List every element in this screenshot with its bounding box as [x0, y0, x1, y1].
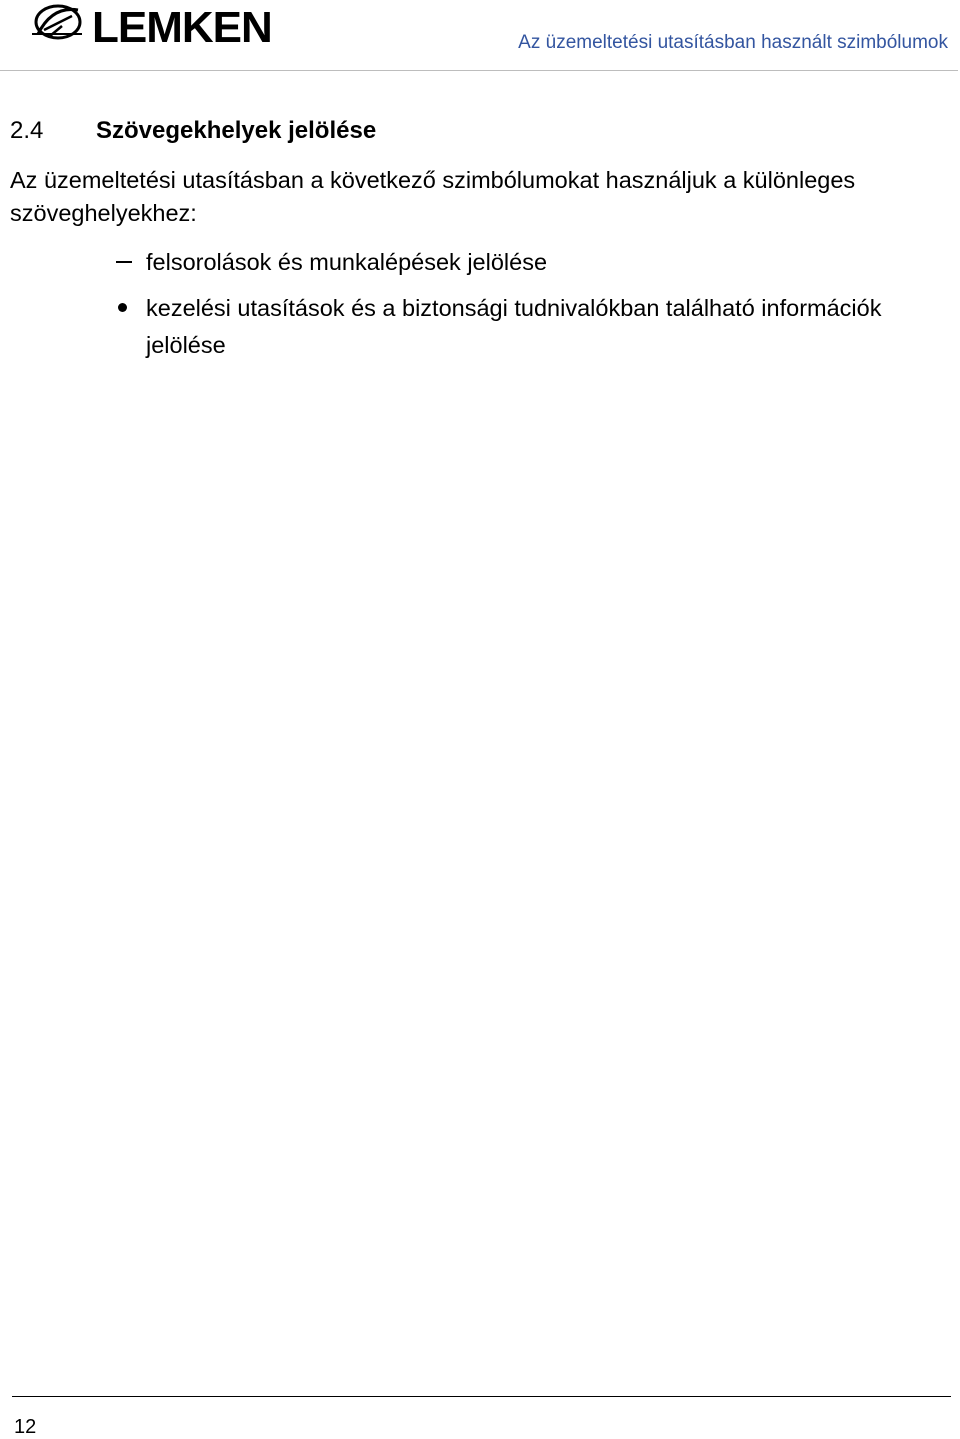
intro-paragraph: Az üzemeltetési utasításban a következő szimbólumokat használjuk a különleges szöveghelyekhez:: [10, 167, 856, 226]
page-header: [0, 0, 960, 72]
list-item-bullet: [146, 290, 960, 364]
footer-divider: [12, 1396, 951, 1397]
dash-icon: [116, 261, 132, 263]
bullet-icon: [118, 303, 127, 312]
section-title: Szövegekhelyek jelölése: [96, 117, 377, 144]
lemken-logo-text: LEMKEN: [92, 3, 272, 52]
lemken-logo-graphic: [32, 0, 322, 56]
lemken-logo: [32, 0, 322, 56]
list-item-text: kezelési utasítások és a biztonsági tudnivalókban található információk jelölése: [146, 295, 882, 358]
page-number: 12: [14, 1416, 37, 1438]
running-title: Az üzemeltetési utasításban használt szimbólumok: [518, 32, 948, 53]
header-divider: [0, 70, 958, 71]
list-item-dash: [146, 244, 960, 281]
section-heading: [10, 117, 376, 145]
list-item-text: felsorolások és munkalépések jelölése: [146, 249, 548, 275]
lemken-emblem-icon: [32, 6, 82, 38]
section-number: 2.4: [10, 117, 44, 144]
